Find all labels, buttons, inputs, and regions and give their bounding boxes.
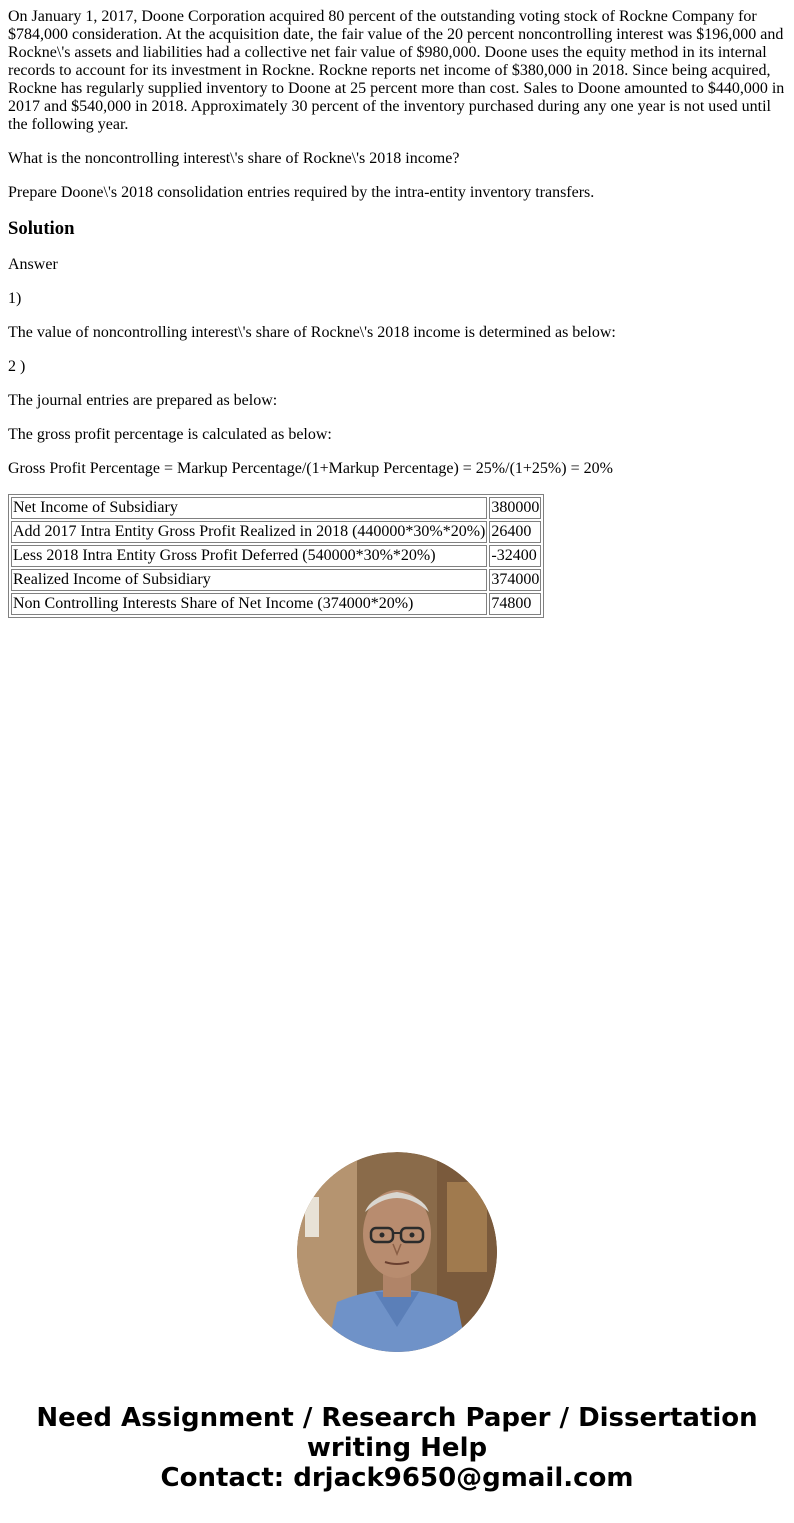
- gross-profit-formula: Gross Profit Percentage = Markup Percentage/(1+Markup Percentage) = 25%/(1+25%) = 20%: [8, 460, 613, 477]
- answer-label: Answer: [8, 256, 58, 273]
- row-label: Realized Income of Subsidiary: [11, 569, 487, 591]
- row-label: Less 2018 Intra Entity Gross Profit Deferred (540000*30%*20%): [11, 545, 487, 567]
- part2-label: 2 ): [8, 358, 26, 375]
- promo-contact: Contact: drjack9650@gmail.com: [160, 1463, 634, 1493]
- part1-label: 1): [8, 290, 22, 307]
- table-row: [11, 545, 541, 567]
- document-body: [8, 8, 786, 618]
- row-value: -32400: [489, 545, 541, 567]
- row-label: Add 2017 Intra Entity Gross Profit Realized in 2018 (440000*30%*20%): [11, 521, 487, 543]
- row-label: Net Income of Subsidiary: [11, 497, 487, 519]
- nci-income-table: [8, 494, 544, 618]
- question-1: What is the noncontrolling interest\'s share of Rockne\'s 2018 income?: [8, 150, 460, 167]
- promo-banner: [0, 1403, 794, 1493]
- table-row: [11, 521, 541, 543]
- row-value: 374000: [489, 569, 541, 591]
- table-row: [11, 593, 541, 615]
- question-paragraph: On January 1, 2017, Doone Corporation acquired 80 percent of the outstanding voting stock of Rockne Company for $784,000 consideration. At the acquisition date, the fair value of the 20 percent noncontrolling interest was $196,000 and Rockne\'s assets and liabilities had a collective net fair value of $980,000. Doone uses the equity method in its internal records to account for its investment in Rockne. Rockne reports net income of $380,000 in 2018. Since being acquired, Rockne has regularly supplied inventory to Doone at 25 percent more than cost. Sales to Doone amounted to $440,000 in 2017 and $540,000 in 2018. Approximately 30 percent of the inventory purchased during any one year is not used until the following year.: [8, 8, 785, 133]
- row-label: Non Controlling Interests Share of Net Income (374000*20%): [11, 593, 487, 615]
- table-row: [11, 569, 541, 591]
- tutor-portrait-image: [297, 1152, 497, 1352]
- row-value: 74800: [489, 593, 541, 615]
- part1-text: The value of noncontrolling interest\'s share of Rockne\'s 2018 income is determined as below:: [8, 324, 616, 341]
- tutor-avatar: [297, 1152, 497, 1352]
- question-2: Prepare Doone\'s 2018 consolidation entries required by the intra-entity inventory transfers.: [8, 184, 595, 201]
- solution-heading: Solution: [8, 218, 75, 239]
- promo-line-1: Need Assignment / Research Paper / Dissertation: [36, 1403, 758, 1433]
- gross-profit-intro: The gross profit percentage is calculated as below:: [8, 426, 332, 443]
- promo-line-2: writing Help: [306, 1433, 488, 1463]
- row-value: 380000: [489, 497, 541, 519]
- row-value: 26400: [489, 521, 541, 543]
- table-row: [11, 497, 541, 519]
- part2-text: The journal entries are prepared as below:: [8, 392, 278, 409]
